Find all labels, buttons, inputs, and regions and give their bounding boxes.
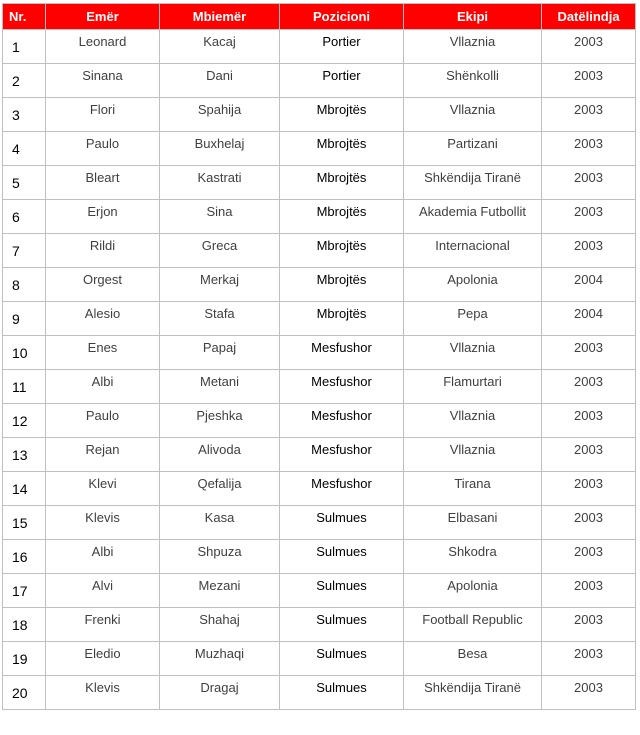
cell-birth-year: 2003 xyxy=(542,642,636,676)
cell-team: Apolonia xyxy=(404,574,542,608)
cell-birth-year: 2003 xyxy=(542,676,636,710)
table-row xyxy=(3,540,636,574)
cell-team: Shkëndija Tiranë xyxy=(404,166,542,200)
cell-position: Portier xyxy=(280,30,404,64)
cell-birth-year: 2003 xyxy=(542,200,636,234)
cell-team: Vllaznia xyxy=(404,336,542,370)
table-row xyxy=(3,404,636,438)
cell-last-name: Greca xyxy=(160,234,280,268)
cell-last-name: Spahija xyxy=(160,98,280,132)
cell-nr: 12 xyxy=(3,404,46,438)
cell-first-name: Bleart xyxy=(46,166,160,200)
cell-position: Mbrojtës xyxy=(280,234,404,268)
table-row xyxy=(3,608,636,642)
cell-first-name: Paulo xyxy=(46,132,160,166)
cell-first-name: Sinana xyxy=(46,64,160,98)
cell-last-name: Merkaj xyxy=(160,268,280,302)
cell-nr: 4 xyxy=(3,132,46,166)
table-row xyxy=(3,64,636,98)
cell-first-name: Klevi xyxy=(46,472,160,506)
cell-position: Mbrojtës xyxy=(280,200,404,234)
cell-nr: 16 xyxy=(3,540,46,574)
table-row xyxy=(3,574,636,608)
table-row xyxy=(3,472,636,506)
cell-first-name: Alesio xyxy=(46,302,160,336)
cell-nr: 9 xyxy=(3,302,46,336)
cell-first-name: Orgest xyxy=(46,268,160,302)
header-birth-year: Datëlindja xyxy=(542,4,636,30)
cell-birth-year: 2003 xyxy=(542,166,636,200)
header-position: Pozicioni xyxy=(280,4,404,30)
cell-nr: 8 xyxy=(3,268,46,302)
cell-position: Sulmues xyxy=(280,642,404,676)
cell-nr: 11 xyxy=(3,370,46,404)
cell-position: Portier xyxy=(280,64,404,98)
table-row xyxy=(3,98,636,132)
table-row xyxy=(3,234,636,268)
cell-position: Mbrojtës xyxy=(280,166,404,200)
cell-last-name: Metani xyxy=(160,370,280,404)
header-last-name: Mbiemër xyxy=(160,4,280,30)
cell-first-name: Flori xyxy=(46,98,160,132)
cell-first-name: Frenki xyxy=(46,608,160,642)
cell-first-name: Paulo xyxy=(46,404,160,438)
cell-team: Akademia Futbollit xyxy=(404,200,542,234)
cell-team: Shënkolli xyxy=(404,64,542,98)
cell-position: Sulmues xyxy=(280,574,404,608)
cell-nr: 14 xyxy=(3,472,46,506)
cell-nr: 10 xyxy=(3,336,46,370)
cell-first-name: Rildi xyxy=(46,234,160,268)
cell-last-name: Kacaj xyxy=(160,30,280,64)
cell-team: Besa xyxy=(404,642,542,676)
cell-nr: 7 xyxy=(3,234,46,268)
cell-first-name: Alvi xyxy=(46,574,160,608)
cell-team: Vllaznia xyxy=(404,30,542,64)
table-row xyxy=(3,166,636,200)
cell-first-name: Rejan xyxy=(46,438,160,472)
cell-nr: 6 xyxy=(3,200,46,234)
cell-birth-year: 2004 xyxy=(542,302,636,336)
player-roster-table xyxy=(2,3,636,710)
header-nr: Nr. xyxy=(3,4,46,30)
cell-nr: 3 xyxy=(3,98,46,132)
cell-birth-year: 2003 xyxy=(542,472,636,506)
cell-first-name: Klevis xyxy=(46,676,160,710)
table-row xyxy=(3,676,636,710)
cell-birth-year: 2003 xyxy=(542,370,636,404)
cell-last-name: Mezani xyxy=(160,574,280,608)
cell-nr: 20 xyxy=(3,676,46,710)
cell-nr: 5 xyxy=(3,166,46,200)
cell-birth-year: 2003 xyxy=(542,404,636,438)
cell-last-name: Shahaj xyxy=(160,608,280,642)
cell-first-name: Enes xyxy=(46,336,160,370)
table-row xyxy=(3,438,636,472)
cell-position: Mesfushor xyxy=(280,336,404,370)
table-row xyxy=(3,30,636,64)
cell-team: Vllaznia xyxy=(404,98,542,132)
cell-birth-year: 2003 xyxy=(542,234,636,268)
cell-position: Mesfushor xyxy=(280,404,404,438)
header-row xyxy=(3,4,636,30)
cell-birth-year: 2003 xyxy=(542,540,636,574)
cell-team: Vllaznia xyxy=(404,404,542,438)
cell-first-name: Eledio xyxy=(46,642,160,676)
cell-position: Mesfushor xyxy=(280,370,404,404)
cell-position: Mesfushor xyxy=(280,472,404,506)
cell-first-name: Leonard xyxy=(46,30,160,64)
cell-nr: 13 xyxy=(3,438,46,472)
cell-position: Mbrojtës xyxy=(280,302,404,336)
cell-birth-year: 2003 xyxy=(542,64,636,98)
table-row xyxy=(3,132,636,166)
cell-team: Football Republic xyxy=(404,608,542,642)
table-row xyxy=(3,642,636,676)
cell-last-name: Shpuza xyxy=(160,540,280,574)
cell-last-name: Kasa xyxy=(160,506,280,540)
cell-birth-year: 2004 xyxy=(542,268,636,302)
cell-position: Mbrojtës xyxy=(280,268,404,302)
cell-first-name: Klevis xyxy=(46,506,160,540)
roster-table-container xyxy=(2,3,636,710)
cell-nr: 1 xyxy=(3,30,46,64)
cell-birth-year: 2003 xyxy=(542,608,636,642)
cell-team: Vllaznia xyxy=(404,438,542,472)
cell-last-name: Dragaj xyxy=(160,676,280,710)
table-row xyxy=(3,268,636,302)
cell-last-name: Alivoda xyxy=(160,438,280,472)
cell-position: Mesfushor xyxy=(280,438,404,472)
table-body xyxy=(3,30,636,710)
cell-first-name: Albi xyxy=(46,540,160,574)
cell-position: Sulmues xyxy=(280,506,404,540)
cell-last-name: Papaj xyxy=(160,336,280,370)
cell-nr: 2 xyxy=(3,64,46,98)
table-header xyxy=(3,4,636,30)
cell-team: Shkëndija Tiranë xyxy=(404,676,542,710)
cell-team: Tirana xyxy=(404,472,542,506)
cell-nr: 19 xyxy=(3,642,46,676)
cell-first-name: Albi xyxy=(46,370,160,404)
cell-last-name: Muzhaqi xyxy=(160,642,280,676)
cell-last-name: Kastrati xyxy=(160,166,280,200)
cell-last-name: Buxhelaj xyxy=(160,132,280,166)
cell-position: Sulmues xyxy=(280,608,404,642)
cell-last-name: Stafa xyxy=(160,302,280,336)
table-row xyxy=(3,370,636,404)
cell-team: Shkodra xyxy=(404,540,542,574)
table-row xyxy=(3,336,636,370)
cell-position: Sulmues xyxy=(280,540,404,574)
cell-team: Elbasani xyxy=(404,506,542,540)
cell-birth-year: 2003 xyxy=(542,98,636,132)
cell-birth-year: 2003 xyxy=(542,438,636,472)
table-row xyxy=(3,302,636,336)
cell-team: Partizani xyxy=(404,132,542,166)
header-team: Ekipi xyxy=(404,4,542,30)
cell-team: Flamurtari xyxy=(404,370,542,404)
cell-position: Sulmues xyxy=(280,676,404,710)
cell-position: Mbrojtës xyxy=(280,98,404,132)
cell-birth-year: 2003 xyxy=(542,574,636,608)
cell-last-name: Pjeshka xyxy=(160,404,280,438)
cell-birth-year: 2003 xyxy=(542,132,636,166)
cell-team: Internacional xyxy=(404,234,542,268)
cell-birth-year: 2003 xyxy=(542,336,636,370)
cell-nr: 18 xyxy=(3,608,46,642)
cell-team: Pepa xyxy=(404,302,542,336)
table-row xyxy=(3,200,636,234)
cell-last-name: Dani xyxy=(160,64,280,98)
table-row xyxy=(3,506,636,540)
cell-last-name: Qefalija xyxy=(160,472,280,506)
cell-team: Apolonia xyxy=(404,268,542,302)
cell-nr: 15 xyxy=(3,506,46,540)
header-first-name: Emër xyxy=(46,4,160,30)
cell-birth-year: 2003 xyxy=(542,30,636,64)
cell-birth-year: 2003 xyxy=(542,506,636,540)
cell-nr: 17 xyxy=(3,574,46,608)
cell-last-name: Sina xyxy=(160,200,280,234)
cell-first-name: Erjon xyxy=(46,200,160,234)
cell-position: Mbrojtës xyxy=(280,132,404,166)
